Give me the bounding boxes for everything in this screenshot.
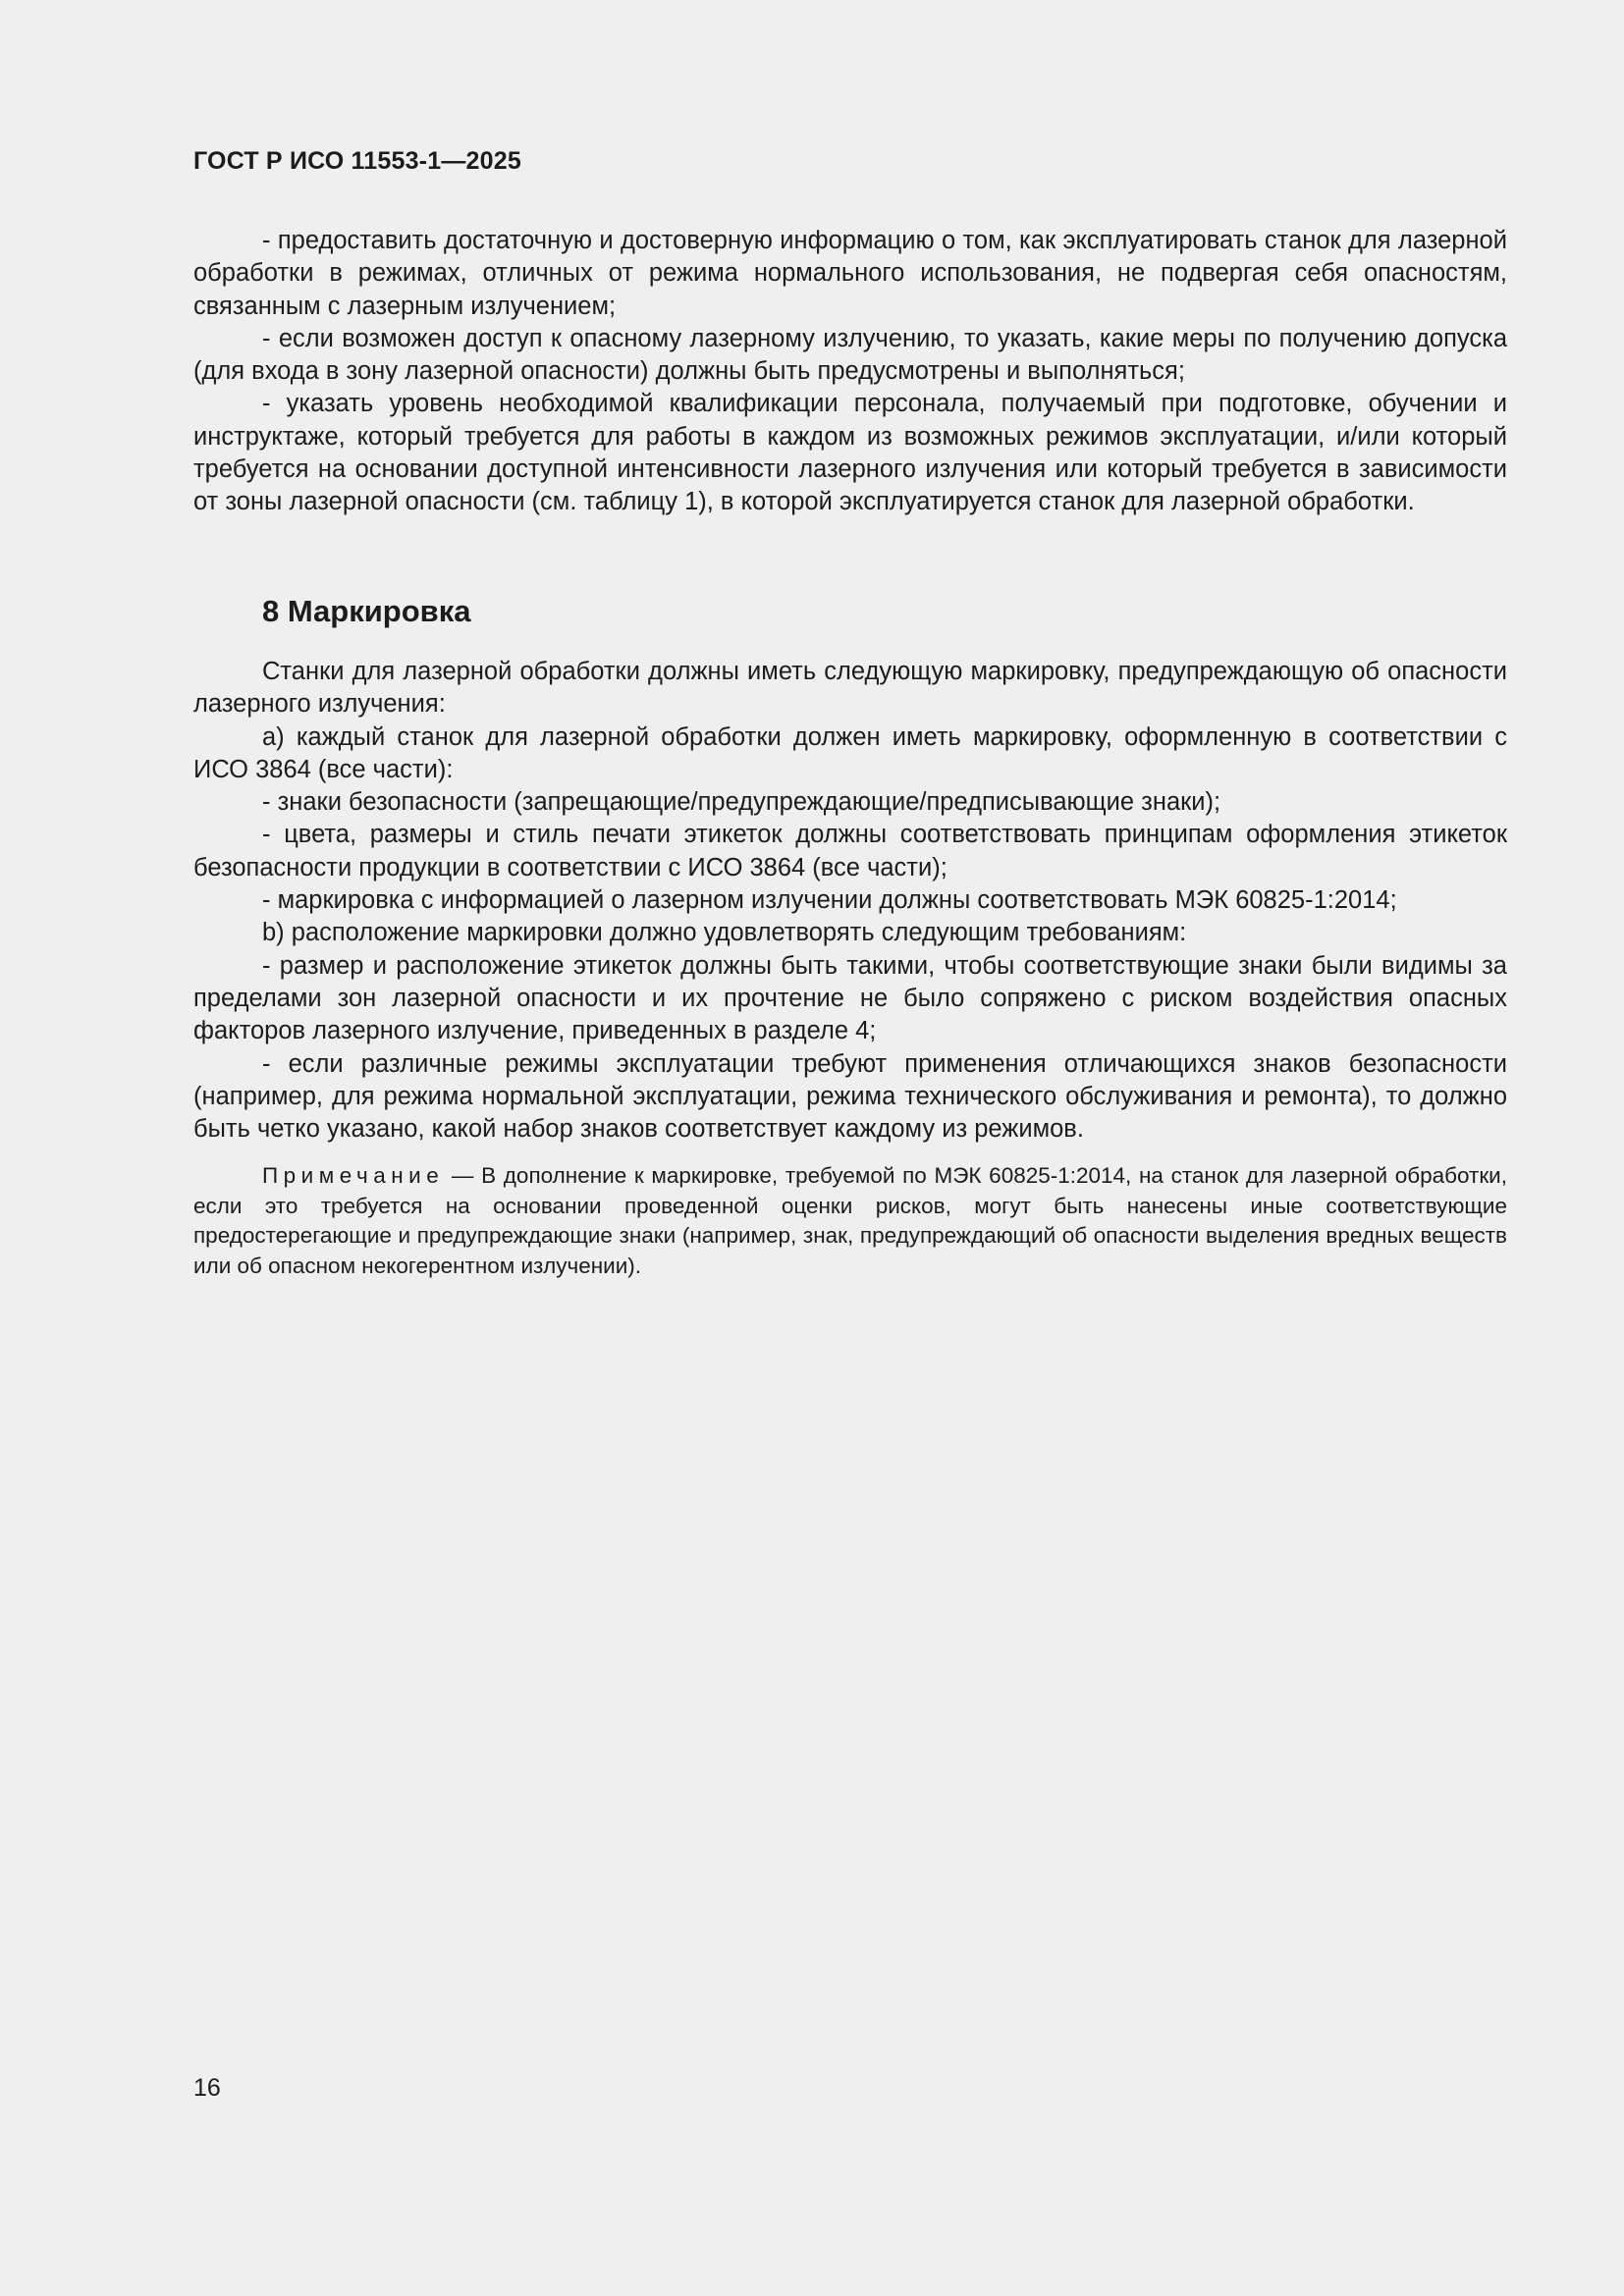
list-item: - если различные режимы эксплуатации требуют применения отличающихся знаков безопасности (например, для режима нормальной эксплуатации, режима технического обслуживания и ремонта), то должно быть четко указано, какой набор знаков соответствует каждому из режимов. (193, 1049, 1507, 1144)
list-item: - цвета, размеры и стиль печати этикеток должны соответствовать принципам оформления этикеток безопасности продукции в соответствии с ИСО 3864 (все части); (193, 821, 1507, 881)
list-item: - предоставить достаточную и достоверную информацию о том, как эксплуатировать станок для лазерной обработки в режимах, отличных от режима нормального использования, не подвергая себя опасностям, связанным с лазерным излучением; (193, 227, 1507, 320)
paragraph: Станки для лазерной обработки должны иметь следующую маркировку, предупреждающую об опасности лазерного излучения: (193, 658, 1507, 719)
list-item: - указать уровень необходимой квалификации персонала, получаемый при подготовке, обучении и инструктаже, который требуется для работы в каждом из возможных режимов эксплуатации, и/или который требуется на основании доступной интенсивности лазерного излучения или который требуется в зависимости от зоны лазерной опасности (см. таблицу 1), в которой эксплуатируется станок для лазерной обработки. (193, 390, 1507, 516)
paragraph: а) каждый станок для лазерной обработки должен иметь маркировку, оформленную в соответствии с ИСО 3864 (все части): (193, 722, 1507, 783)
section-body (193, 656, 1507, 1146)
section-title: 8 Маркировка (262, 594, 471, 628)
intro-list (193, 225, 1507, 519)
document-header: ГОСТ Р ИСО 11553-1—2025 (193, 147, 521, 175)
list-item: - если возможен доступ к опасному лазерному излучению, то указать, какие меры по получению допуска (для входа в зону лазерной опасности) должны быть предусмотрены и выполняться; (193, 324, 1507, 386)
note-paragraph (193, 1161, 1507, 1281)
list-item: - маркировка с информацией о лазерном излучении должны соответствовать МЭК 60825-1:2014; (262, 886, 1397, 915)
paragraph: b) расположение маркировки должно удовлетворять следующим требованиям: (262, 919, 1187, 947)
page-number: 16 (193, 2074, 221, 2102)
list-item: - знаки безопасности (запрещающие/предупреждающие/предписывающие знаки); (262, 788, 1221, 817)
list-item: - размер и расположение этикеток должны быть такими, чтобы соответствующие знаки были видимы за пределами зон лазерной опасности и их прочтение не было сопряжено с риском воздействия опасных факторов лазерного излучение, приведенных в разделе 4; (193, 951, 1507, 1045)
note-block (193, 1161, 1507, 1281)
note-label: Примечание (262, 1163, 445, 1188)
note-text: — В дополнение к маркировке, требуемой по МЭК 60825-1:2014, на станок для лазерной обработки, если это требуется на основании проведенной оценки рисков, могут быть нанесены иные соответствующие предостерегающие и предупреждающие знаки (например, знак, предупреждающий об опасности выделения вредных веществ или об опасном некогерентном излучении). (193, 1163, 1507, 1278)
